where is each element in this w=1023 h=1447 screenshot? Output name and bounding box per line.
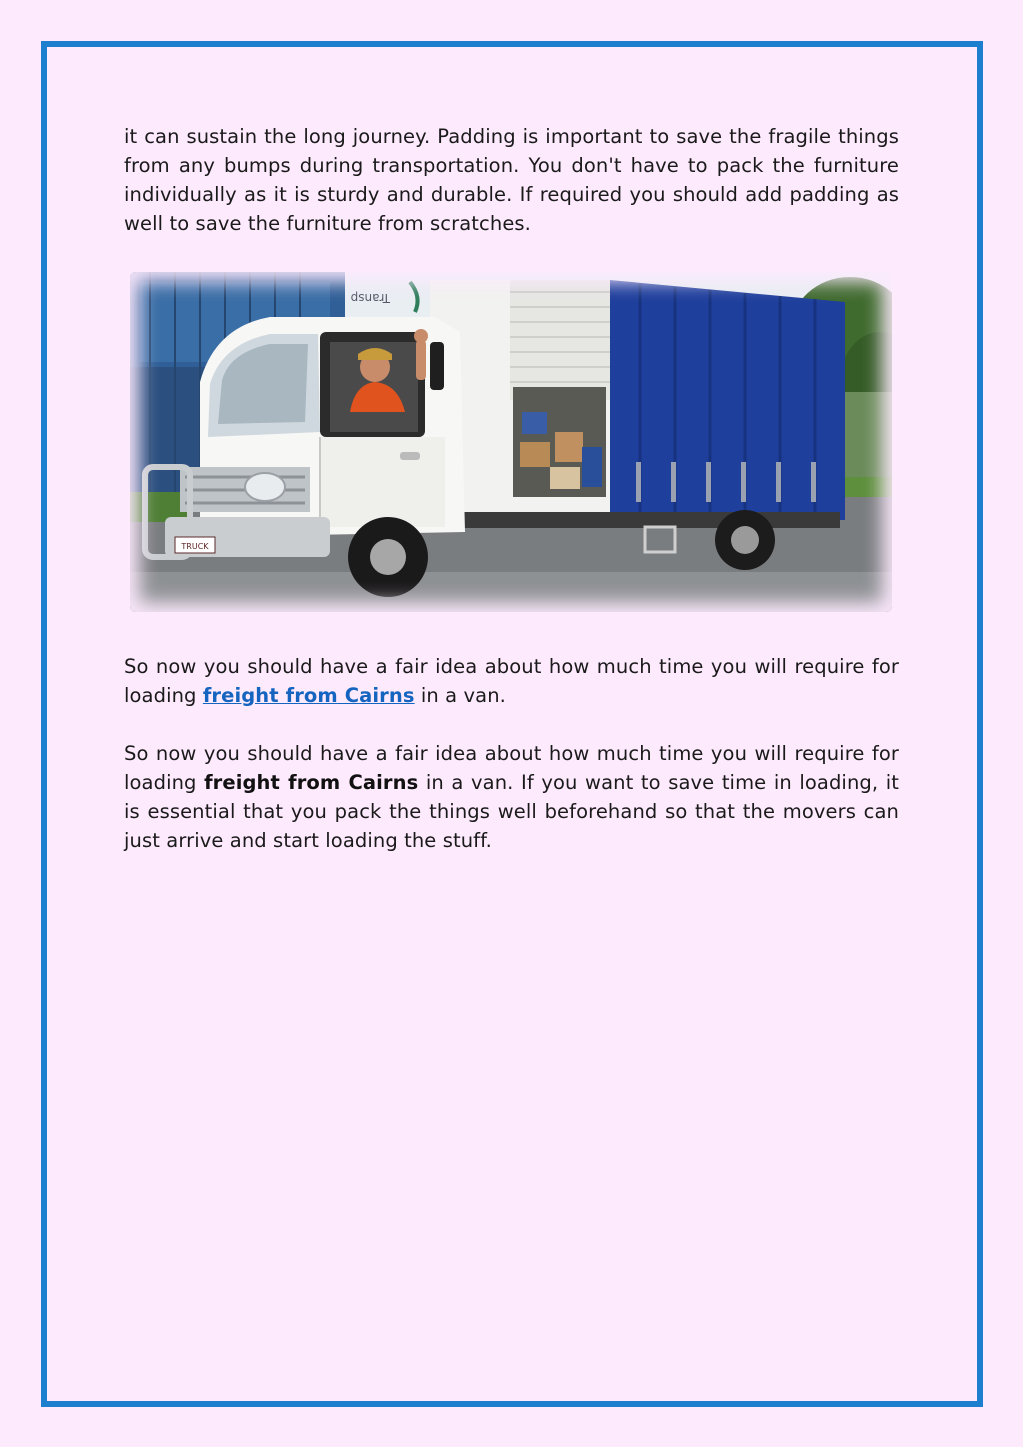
- paragraph-padding: [124, 122, 899, 238]
- paragraph-summary-link: [124, 652, 899, 710]
- truck-photo: [130, 272, 892, 612]
- paragraph-summary-link-text: [124, 652, 899, 710]
- paragraph-summary-after-link: in a van.: [414, 684, 506, 707]
- paragraph-padding-text: it can sustain the long journey. Padding is important to save the fragile things from any bumps during transportation. You don't have to pack the furniture individually as it is sturdy and durable. If required you should add padding as well to save the furniture from scratches.: [124, 125, 899, 235]
- freight-from-cairns-link[interactable]: freight from Cairns: [202, 684, 415, 707]
- freight-from-cairns-bold: freight from Cairns: [204, 771, 419, 794]
- paragraph-bold-before: So now you should have a fair idea about how much time you will require for loading: [124, 742, 899, 794]
- paragraph-summary-bold-text: [124, 739, 899, 855]
- page-border-frame: [41, 41, 983, 1407]
- svg-text:Transp: Transp: [350, 291, 390, 305]
- paragraph-bold-after: in a van. If you want to save time in loading, it is essential that you pack the things well beforehand so that the movers can just arrive and start loading the stuff.: [124, 771, 899, 852]
- paragraph-summary-before-link: So now you should have a fair idea about how much time you will require for loading: [124, 655, 899, 707]
- paragraph-summary-bold: [124, 739, 899, 855]
- svg-text:TRUCK: TRUCK: [181, 542, 209, 551]
